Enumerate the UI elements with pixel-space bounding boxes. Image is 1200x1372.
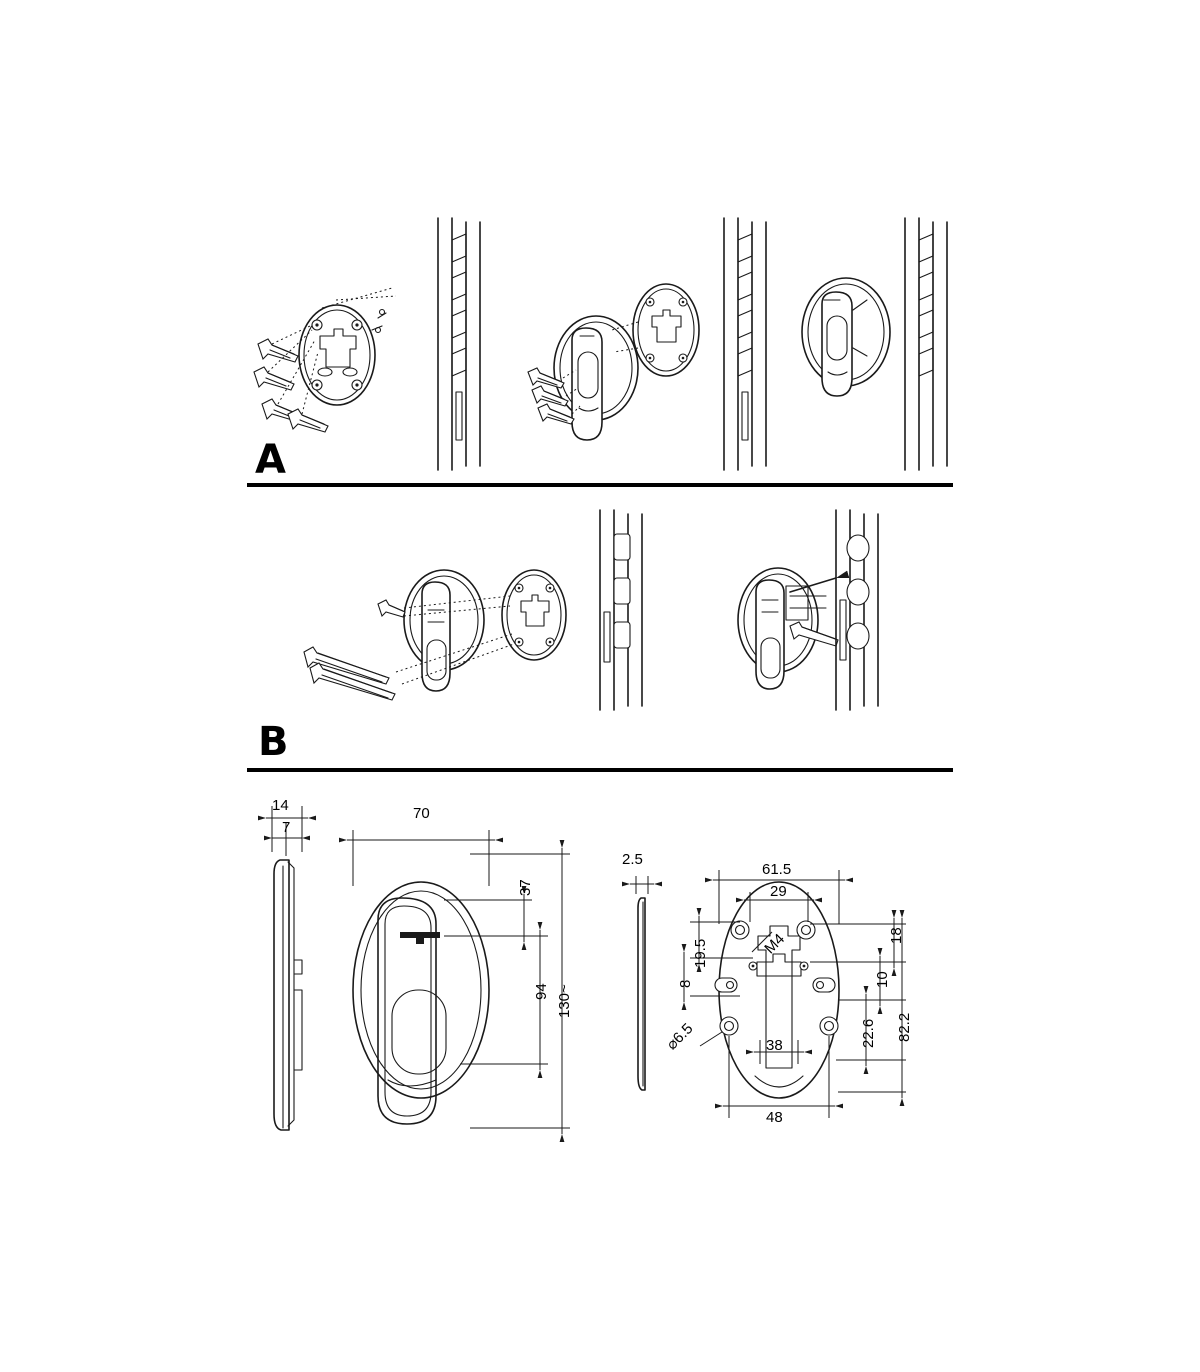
- step-b-panel-2: [738, 568, 838, 689]
- door-edge-icon: [836, 510, 878, 710]
- dim-offset-19-5: 19.5: [692, 938, 709, 968]
- door-edge-icon: [905, 218, 947, 470]
- dim-plate-span-29: 29: [770, 883, 787, 900]
- plate-edge-view: [630, 876, 654, 1090]
- dim-offset-22-6: 22.6: [860, 1018, 877, 1048]
- dim-height-37: 37: [517, 879, 534, 896]
- step-a-panel-1: [254, 288, 396, 432]
- step-b-illustration: [304, 510, 878, 710]
- dim-plate-width-61-5: 61.5: [762, 861, 792, 878]
- dim-span-48: 48: [766, 1109, 783, 1126]
- dim-height-94: 94: [533, 983, 550, 1000]
- dim-hole-dia-6-5: ⌀6.5: [663, 1020, 697, 1054]
- dim-width-70: 70: [413, 805, 430, 822]
- door-edge-icon: [600, 510, 642, 710]
- step-a-illustration: [254, 218, 947, 470]
- step-a-panel-3: [802, 278, 890, 396]
- screw-icon: [258, 339, 298, 362]
- dim-thickness-14: 14: [272, 797, 289, 814]
- screw-icon: [288, 409, 328, 432]
- step-label-a: A: [255, 437, 286, 483]
- mounting-plate-icon: [633, 284, 699, 376]
- step-a-panel-2: [528, 284, 699, 440]
- dim-thickness-7: 7: [282, 819, 291, 836]
- step-b-panel-1: [304, 570, 566, 700]
- long-bolt-icon: [378, 600, 405, 617]
- plate-front-view: [684, 870, 906, 1118]
- dim-span-38: 38: [766, 1037, 783, 1054]
- dim-plate-thickness-2-5: 2.5: [622, 851, 643, 868]
- dim-offset-8: 8: [677, 979, 694, 988]
- mounting-plate-icon: [299, 305, 375, 405]
- dim-offset-10: 10: [874, 971, 891, 988]
- lock-body-icon: [802, 278, 890, 396]
- dim-height-130: 130~: [556, 984, 573, 1018]
- section-divider-b: [247, 768, 953, 772]
- side-profile-view: [266, 806, 308, 1130]
- mounting-plate-icon: [502, 570, 566, 660]
- door-edge-icon: [438, 218, 480, 470]
- door-edge-icon: [724, 218, 766, 470]
- lock-body-icon: [404, 570, 484, 691]
- step-label-b: B: [258, 719, 289, 765]
- dim-height-82-2: 82.2: [896, 1012, 913, 1042]
- front-view: [347, 830, 573, 1134]
- dimension-views: [266, 806, 906, 1134]
- dim-offset-18: 18: [888, 927, 905, 944]
- dim-thread-m4: M4: [761, 930, 789, 958]
- section-divider-a: [247, 483, 953, 487]
